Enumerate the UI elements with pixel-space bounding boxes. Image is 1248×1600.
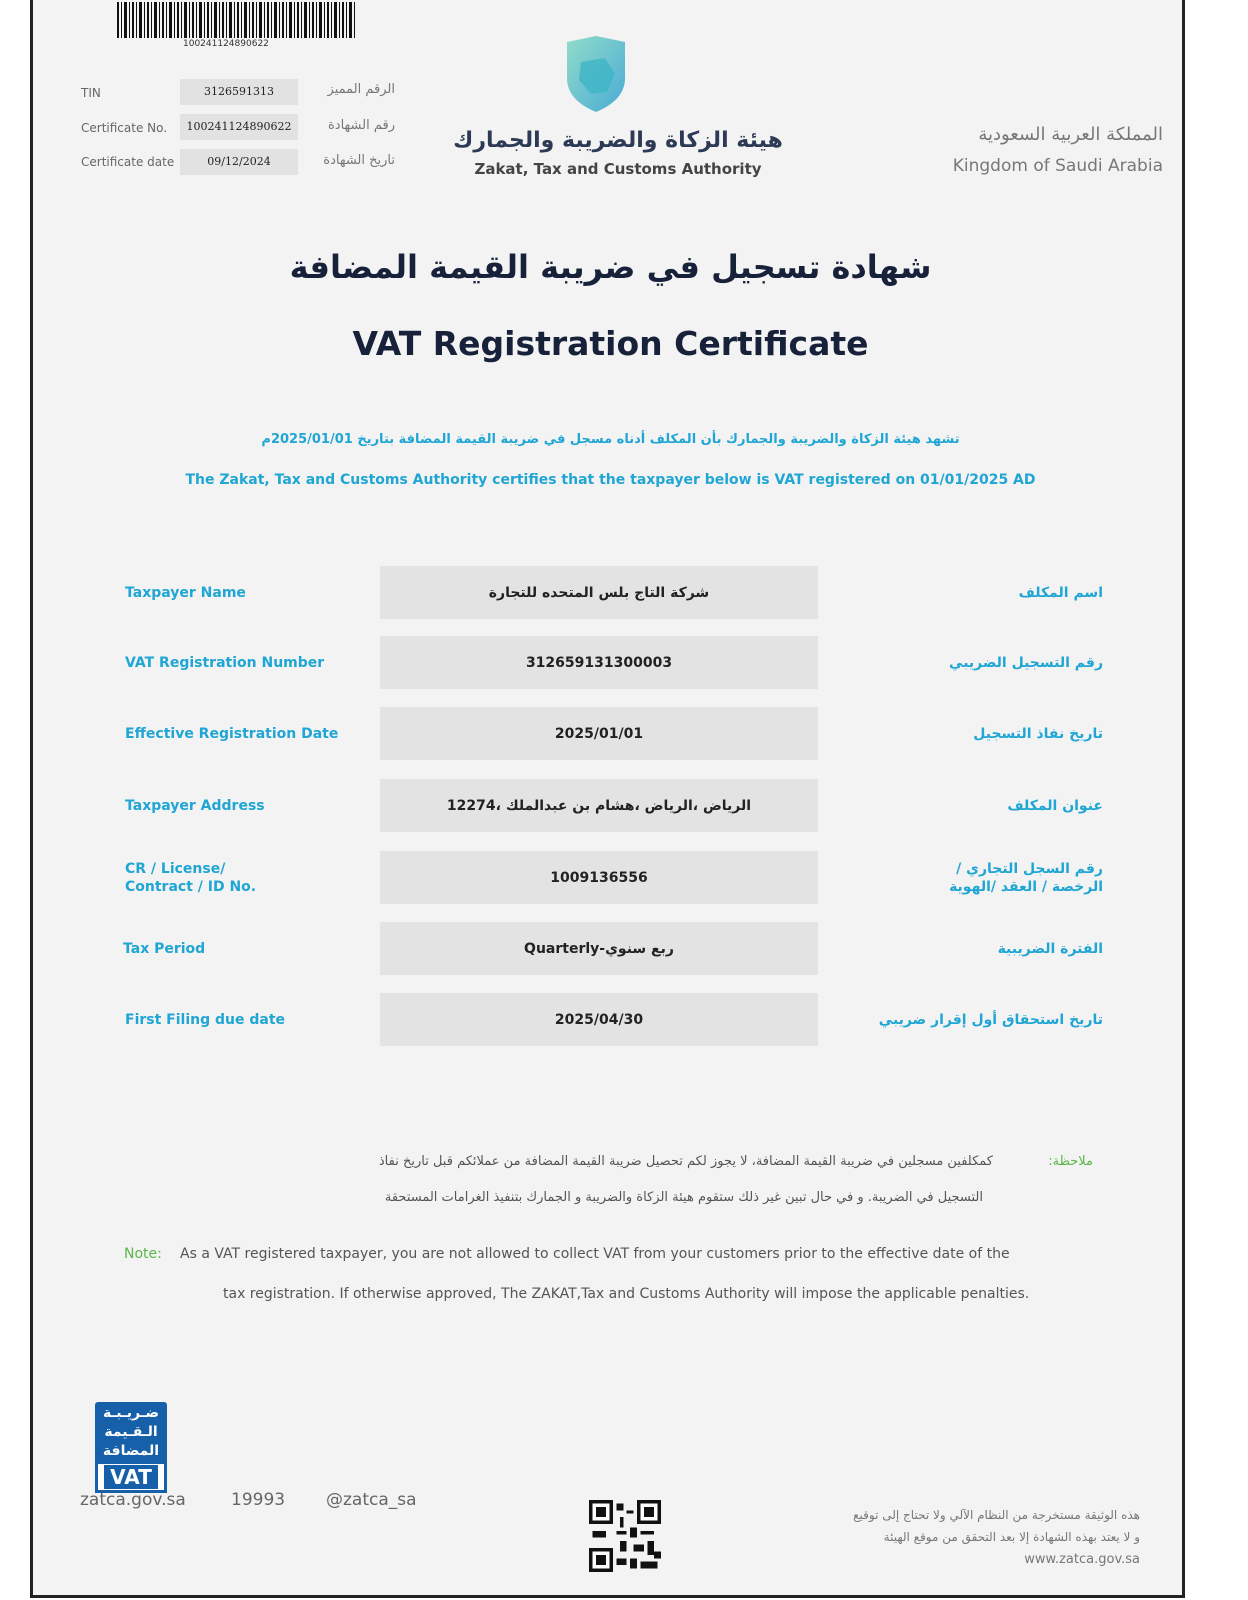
tin-label-ar: الرقم المميز xyxy=(327,82,395,97)
row-label-taxpayer-address-ar: عنوان المكلف xyxy=(1007,798,1103,814)
vat-badge-text-en: VAT xyxy=(104,1465,158,1489)
note-label-ar: ملاحظة: xyxy=(1048,1154,1093,1169)
row-label-vat-number: VAT Registration Number xyxy=(125,655,325,671)
taxpayer-address-value: الرياض ،الرياض ،هشام بن عبدالملك ،12274 xyxy=(446,797,752,814)
footer-website-2: www.zatca.gov.sa xyxy=(1024,1552,1140,1567)
row-label-first-filing: First Filing due date xyxy=(125,1012,286,1028)
barcode xyxy=(117,2,357,38)
row-label-taxpayer-name: Taxpayer Name xyxy=(125,585,246,601)
note-text-en-1: As a VAT registered taxpayer, you are not allowed to collect VAT from your customers prior to the effective date of the xyxy=(180,1246,1010,1262)
first-filing-value: 2025/04/30 xyxy=(554,1011,644,1028)
taxpayer-name-value: شركة التاج بلس المتحده للتجارة xyxy=(488,584,710,601)
footer-social-handle: @zatca_sa xyxy=(326,1490,417,1510)
footer-note-ar-1: هذه الوثيقة مستخرجة من النظام الآلي ولا تحتاج إلى توقيع xyxy=(853,1508,1140,1522)
row-label-vat-number-ar: رقم التسجيل الضريبي xyxy=(949,655,1103,671)
note-text-ar-1: كمكلفين مسجلين في ضريبة القيمة المضافة، لا يجوز لكم تحصيل ضريبة القيمة المضافة من عملائكم قبل تاريخ نفاذ xyxy=(378,1154,993,1169)
authority-name-ar: هيئة الزكاة والضريبة والجمارك xyxy=(453,128,783,153)
certificate-title-en: VAT Registration Certificate xyxy=(352,324,869,363)
kingdom-name-ar: المملكة العربية السعودية xyxy=(978,124,1163,145)
zatca-logo-icon xyxy=(561,34,631,114)
footer-phone: 19993 xyxy=(231,1490,286,1510)
row-label-cr-license: CR / License/ Contract / ID No. xyxy=(125,861,257,895)
certificate-date-value: 09/12/2024 xyxy=(180,149,298,175)
row-label-taxpayer-name-ar: اسم المكلف xyxy=(1018,585,1103,601)
tin-value: 3126591313 xyxy=(180,79,298,105)
row-label-tax-period-ar: الفترة الضريبية xyxy=(997,941,1103,957)
certificate-sheet xyxy=(30,0,1185,1598)
qr-code-icon xyxy=(589,1500,661,1572)
barcode-number: 100241124890622 xyxy=(183,39,269,49)
row-label-effective-date: Effective Registration Date xyxy=(125,726,339,742)
note-text-ar-2: التسجيل في الضريبة. و في حال تبين غير ذلك ستقوم هيئة الزكاة والضريبة و الجمارك بتنفيذ الغرامات المستحقة xyxy=(384,1190,983,1205)
footer-note-ar-2: و لا يعتد بهذه الشهادة إلا بعد التحقق من موقع الهيئة xyxy=(883,1530,1140,1544)
row-label-first-filing-ar: تاريخ استحقاق أول إقرار ضريبي xyxy=(878,1012,1103,1028)
vat-badge-text-ar-1: ضـريـبـة xyxy=(102,1405,160,1421)
vat-badge-logo xyxy=(95,1402,167,1498)
row-label-tax-period: Tax Period xyxy=(123,941,206,957)
row-value-taxpayer-name xyxy=(380,566,818,619)
certification-statement-en: The Zakat, Tax and Customs Authority certifies that the taxpayer below is VAT registered on 01/01/2025 AD xyxy=(185,472,1036,488)
tin-label: TIN xyxy=(81,86,101,100)
vat-badge-text-ar-3: المضافة xyxy=(102,1443,160,1459)
row-value-vat-number xyxy=(380,636,818,689)
vat-number-value: 312659131300003 xyxy=(525,654,673,671)
certificate-number-value: 100241124890622 xyxy=(180,114,298,140)
footer-website: zatca.gov.sa xyxy=(80,1490,186,1510)
row-value-cr-license xyxy=(380,851,818,904)
effective-date-value: 2025/01/01 xyxy=(554,725,644,742)
row-label-effective-date-ar: تاريخ نفاذ التسجيل xyxy=(973,726,1103,742)
row-value-effective-date xyxy=(380,707,818,760)
tax-period-value: Quarterly-ربع سنوي xyxy=(524,940,674,957)
row-label-taxpayer-address: Taxpayer Address xyxy=(125,798,265,814)
certification-statement-ar: تشهد هيئة الزكاة والضريبة والجمارك بأن المكلف أدناه مسجل في ضريبة القيمة المضافة بتاريخ 2025/01/01م xyxy=(261,432,960,447)
cr-license-value: 1009136556 xyxy=(550,869,648,886)
note-label-en: Note: xyxy=(124,1246,162,1262)
row-value-first-filing xyxy=(380,993,818,1046)
authority-name-en: Zakat, Tax and Customs Authority xyxy=(474,160,762,178)
row-value-tax-period xyxy=(380,922,818,975)
row-value-taxpayer-address xyxy=(380,779,818,832)
certificate-date-label-ar: تاريخ الشهادة xyxy=(323,153,395,168)
certificate-number-label-ar: رقم الشهادة xyxy=(328,118,395,133)
certificate-number-label: Certificate No. xyxy=(81,121,168,135)
certificate-date-label: Certificate date xyxy=(81,155,175,169)
vat-badge-text-ar-2: الـقـيمة xyxy=(104,1424,158,1440)
row-label-cr-license-ar: رقم السجل التجاري / الرخصة / العقد /الهوية xyxy=(949,861,1103,895)
note-text-en-2: tax registration. If otherwise approved, The ZAKAT,Tax and Customs Authority will impose the applicable penalties. xyxy=(223,1286,1030,1302)
kingdom-name-en: Kingdom of Saudi Arabia xyxy=(952,156,1163,176)
certificate-title-ar: شهادة تسجيل في ضريبة القيمة المضافة xyxy=(289,248,932,286)
